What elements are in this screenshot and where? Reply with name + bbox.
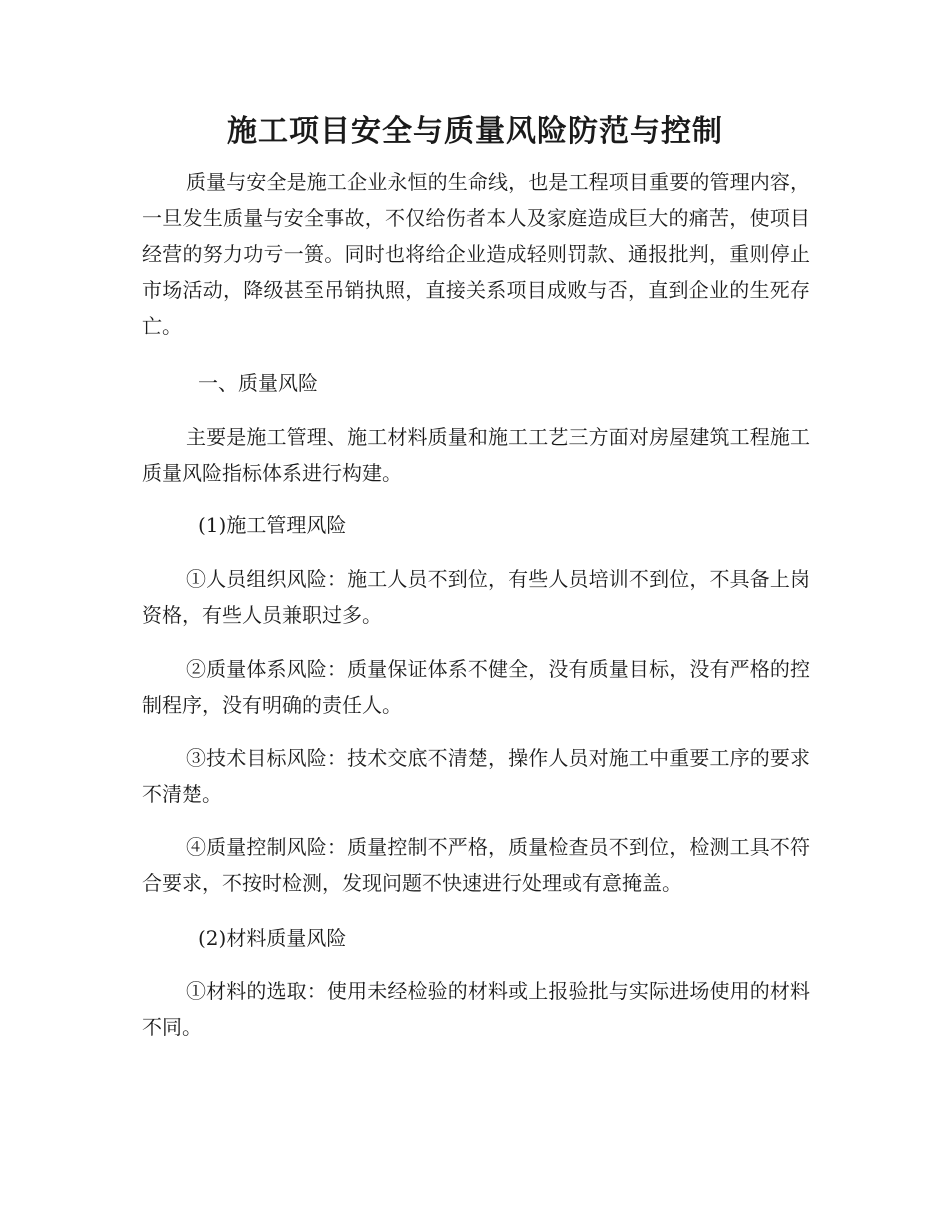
subsection-heading-material-risk: (2)材料质量风险 <box>198 926 347 950</box>
intro-paragraph: 质量与安全是施工企业永恒的生命线，也是工程项目重要的管理内容，一旦发生质量与安全事故，不仅给伤者本人及家庭造成巨大的痛苦，使项目经营的努力功亏一篑。同时也将给企业造成轻则罚款、通报批判，重则停止市场活动，降级甚至吊销执照，直接关系项目成败与否，直到企业的生死存亡。 <box>142 170 810 338</box>
document-title: 施工项目安全与质量风险防范与控制 <box>227 114 723 149</box>
list-item-quality-control-risk: ④质量控制风险：质量控制不严格，质量检查员不到位，检测工具不符合要求，不按时检测，发现问题不快速进行处理或有意掩盖。 <box>142 835 810 895</box>
list-item-material-selection: ①材料的选取：使用未经检验的材料或上报验批与实际进场使用的材料不同。 <box>142 979 810 1039</box>
list-item-personnel-risk: ①人员组织风险：施工人员不到位，有些人员培训不到位，不具备上岗资格，有些人员兼职过多。 <box>142 567 810 627</box>
section-heading-quality-risk: 一、质量风险 <box>198 371 318 395</box>
section-paragraph-quality-risk: 主要是施工管理、施工材料质量和施工工艺三方面对房屋建筑工程施工质量风险指标体系进行构建。 <box>142 425 810 485</box>
list-item-quality-system-risk: ②质量体系风险：质量保证体系不健全，没有质量目标，没有严格的控制程序，没有明确的责任人。 <box>142 657 810 717</box>
list-item-technical-target-risk: ③技术目标风险：技术交底不清楚，操作人员对施工中重要工序的要求不清楚。 <box>142 746 810 806</box>
subsection-heading-management-risk: (1)施工管理风险 <box>198 513 347 537</box>
